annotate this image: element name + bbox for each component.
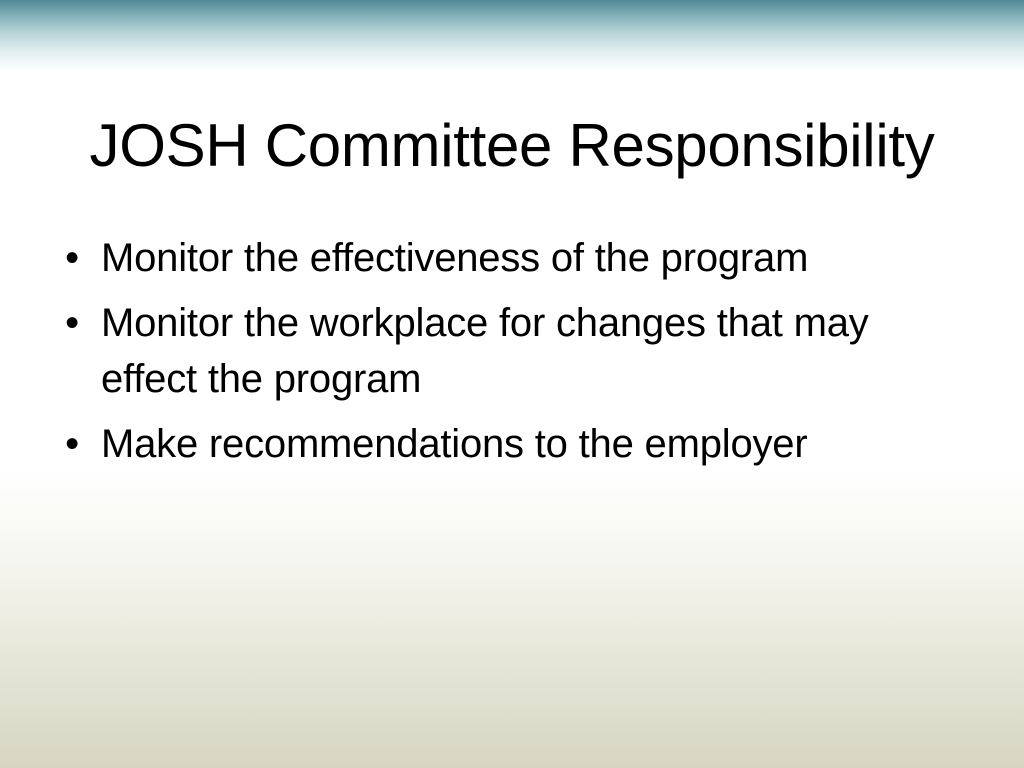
bullet-text: Monitor the workplace for changes that may effect the program <box>101 301 869 401</box>
header-gradient-band <box>0 0 1024 72</box>
bullet-item <box>57 416 957 472</box>
bullet-list <box>57 230 957 481</box>
bullet-icon: • <box>65 422 79 466</box>
bullet-item <box>57 295 891 407</box>
bullet-icon: • <box>65 236 79 280</box>
slide-title: JOSH Committee Responsibility <box>89 112 935 179</box>
bullet-item <box>57 230 957 286</box>
bullet-text: Make recommendations to the employer <box>101 422 808 466</box>
bullet-text: Monitor the effectiveness of the program <box>101 236 809 280</box>
bullet-icon: • <box>65 301 79 345</box>
